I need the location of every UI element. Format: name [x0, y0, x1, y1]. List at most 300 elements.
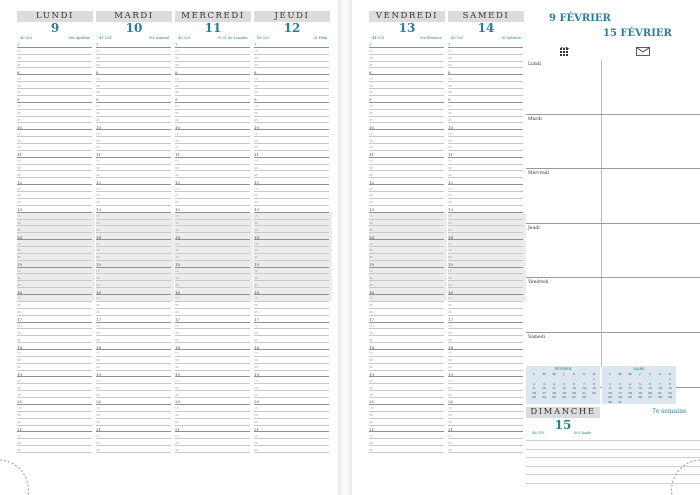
mini-calendar-day[interactable]: 26 — [638, 395, 642, 400]
notes-day-slot[interactable] — [526, 278, 700, 333]
quarter-line — [96, 328, 171, 329]
quarter-line — [96, 95, 171, 96]
quarter-line — [254, 150, 329, 151]
quarter-line — [369, 67, 444, 68]
quarter-label: 30 — [254, 303, 258, 308]
quarter-label: 45 — [96, 172, 100, 177]
hour-line — [448, 47, 523, 48]
mini-calendar-day[interactable]: 3 — [543, 381, 545, 386]
mini-calendar-day[interactable]: 11 — [552, 386, 556, 391]
mini-calendar-day[interactable]: 6 — [649, 381, 651, 386]
quarter-line — [175, 143, 250, 144]
hour-label: 13 — [96, 207, 102, 213]
quarter-label: 15 — [96, 159, 100, 164]
hour-line — [96, 74, 171, 75]
quarter-label: 30 — [175, 193, 179, 198]
hour-label: 16 — [175, 289, 181, 295]
quarter-label: 15 — [254, 131, 258, 136]
quarter-label: 30 — [96, 413, 100, 418]
quarter-line — [175, 308, 250, 309]
hour-label: 21 — [369, 426, 375, 432]
mini-calendar-day[interactable]: 3 — [619, 381, 621, 386]
hour-line — [254, 349, 329, 350]
mini-calendar-day[interactable]: 12 — [638, 386, 642, 391]
mini-calendar-day[interactable]: 20 — [648, 390, 652, 395]
quarter-line — [254, 370, 329, 371]
mini-calendar-day[interactable]: 6 — [573, 381, 575, 386]
mini-calendar-day[interactable]: 11 — [628, 386, 632, 391]
mini-calendar-day[interactable]: 19 — [638, 390, 642, 395]
hour-line — [369, 322, 444, 323]
quarter-label: 15 — [369, 433, 373, 438]
mini-calendar-day[interactable]: 10 — [618, 386, 622, 391]
quarter-label: 45 — [369, 117, 373, 122]
quarter-line — [254, 308, 329, 309]
day-date: 11 — [204, 21, 222, 35]
mini-calendar-day[interactable]: 13 — [572, 386, 576, 391]
quarter-label: 15 — [17, 378, 21, 383]
mini-calendar-day[interactable]: 4 — [629, 381, 631, 386]
hour-line — [96, 322, 171, 323]
time-grid[interactable] — [254, 41, 332, 453]
quarter-line — [96, 383, 171, 384]
hour-label: 13 — [175, 207, 181, 213]
mini-calendar-day[interactable]: 2 — [609, 381, 611, 386]
time-grid[interactable] — [175, 41, 253, 453]
quarter-label: 45 — [17, 62, 21, 67]
weekday-letter: V — [648, 372, 652, 376]
quarter-line — [175, 61, 250, 62]
quarter-line — [254, 356, 329, 357]
quarter-label: 30 — [96, 56, 100, 61]
quarter-label: 30 — [175, 138, 179, 143]
quarter-line — [175, 315, 250, 316]
sunday-write-line[interactable] — [526, 440, 700, 441]
quarter-label: 45 — [448, 420, 452, 425]
mini-calendar-day[interactable]: 25 — [552, 395, 556, 400]
mini-calendar-day[interactable]: 28 — [658, 395, 662, 400]
quarter-label: 30 — [17, 330, 21, 335]
mini-calendar-day[interactable]: 24 — [618, 395, 622, 400]
mini-calendar-day[interactable]: 20 — [572, 390, 576, 395]
mini-calendar-day[interactable]: 15 — [592, 386, 596, 391]
quarter-line — [448, 342, 523, 343]
quarter-label: 45 — [96, 310, 100, 315]
mini-calendar-day[interactable]: 10 — [542, 386, 546, 391]
hour-label: 8 — [254, 69, 257, 75]
hour-line — [175, 267, 250, 268]
mini-calendar-day[interactable]: 4 — [553, 381, 555, 386]
quarter-label: 30 — [254, 330, 258, 335]
mini-calendar-day[interactable]: 22 — [668, 390, 672, 395]
quarter-line — [175, 225, 250, 226]
quarter-line — [254, 342, 329, 343]
quarter-label: 30 — [254, 385, 258, 390]
quarter-line — [96, 164, 171, 165]
quarter-line — [175, 287, 250, 288]
quarter-label: 30 — [96, 330, 100, 335]
quarter-line — [96, 335, 171, 336]
mini-calendar-day[interactable]: 16 — [608, 390, 612, 395]
hour-label: 20 — [17, 399, 23, 405]
quarter-label: 30 — [254, 248, 258, 253]
quarter-line — [448, 225, 523, 226]
quarter-label: 45 — [175, 392, 179, 397]
hour-label: 17 — [254, 317, 260, 323]
hour-line — [448, 349, 523, 350]
quarter-line — [17, 397, 92, 398]
quarter-label: 45 — [254, 282, 258, 287]
quarter-line — [254, 225, 329, 226]
day-column — [17, 11, 93, 43]
mini-calendar-day[interactable]: 17 — [618, 390, 622, 395]
quarter-line — [96, 390, 171, 391]
time-grid[interactable] — [96, 41, 174, 453]
quarter-label: 15 — [254, 406, 258, 411]
quarter-line — [96, 246, 171, 247]
quarter-label: 30 — [448, 440, 452, 445]
quarter-line — [254, 390, 329, 391]
hour-line — [369, 267, 444, 268]
mini-calendar-day[interactable]: 14 — [658, 386, 662, 391]
weekday-letter: S — [582, 372, 586, 376]
hour-line — [175, 157, 250, 158]
quarter-line — [175, 219, 250, 220]
quarter-line — [17, 88, 92, 89]
time-grid[interactable] — [369, 41, 447, 453]
hour-label: 8 — [96, 69, 99, 75]
quarter-label: 15 — [17, 214, 21, 219]
quarter-label: 45 — [96, 200, 100, 205]
quarter-line — [369, 164, 444, 165]
quarter-line — [448, 411, 523, 412]
quarter-label: 15 — [96, 49, 100, 54]
quarter-label: 15 — [175, 76, 179, 81]
hour-label: 20 — [369, 399, 375, 405]
quarter-label: 15 — [175, 49, 179, 54]
saint-name: Ste Apolline — [68, 36, 90, 40]
quarter-line — [254, 246, 329, 247]
quarter-line — [17, 356, 92, 357]
day-date: 9 — [50, 21, 60, 35]
hour-line — [96, 212, 171, 213]
mini-calendar-day[interactable]: 25 — [628, 395, 632, 400]
quarter-line — [369, 363, 444, 364]
quarter-label: 15 — [17, 323, 21, 328]
quarter-label: 15 — [17, 351, 21, 356]
quarter-label: 45 — [369, 200, 373, 205]
quarter-label: 15 — [448, 49, 452, 54]
hour-label: 9 — [17, 97, 20, 103]
quarter-label: 45 — [96, 282, 100, 287]
day-name: MERCREDI — [175, 11, 251, 22]
quarter-line — [369, 232, 444, 233]
quarter-line — [448, 308, 523, 309]
quarter-label: 30 — [96, 193, 100, 198]
hour-line — [96, 267, 171, 268]
quarter-line — [175, 109, 250, 110]
quarter-label: 30 — [175, 358, 179, 363]
quarter-label: 15 — [448, 433, 452, 438]
day-column — [96, 11, 172, 43]
quarter-label: 30 — [369, 56, 373, 61]
hour-label: 19 — [254, 371, 260, 377]
quarter-line — [369, 191, 444, 192]
quarter-line — [448, 122, 523, 123]
quarter-label: 30 — [96, 111, 100, 116]
hour-line — [254, 157, 329, 158]
mini-calendar-day[interactable]: 27 — [572, 395, 576, 400]
hour-label: 14 — [96, 234, 102, 240]
hour-label: 17 — [17, 317, 23, 323]
hour-label: 15 — [369, 262, 375, 268]
quarter-line — [175, 198, 250, 199]
quarter-label: 15 — [254, 104, 258, 109]
time-grid[interactable] — [448, 41, 526, 453]
quarter-label: 15 — [175, 406, 179, 411]
quarter-line — [175, 260, 250, 261]
quarter-line — [17, 116, 92, 117]
hour-label: 14 — [448, 234, 454, 240]
quarter-label: 45 — [17, 282, 21, 287]
quarter-label: 15 — [369, 241, 373, 246]
sunday-write-line[interactable] — [526, 449, 700, 450]
day-date: 13 — [398, 21, 416, 35]
mini-calendar-day[interactable]: 18 — [552, 390, 556, 395]
mini-calendar-day[interactable]: 23 — [608, 395, 612, 400]
quarter-line — [254, 54, 329, 55]
mini-calendar-day[interactable]: 28 — [582, 395, 586, 400]
weekday-letter: D — [592, 372, 596, 376]
quarter-label: 15 — [369, 296, 373, 301]
mini-calendar-day[interactable]: 18 — [628, 390, 632, 395]
notes-day-slot[interactable] — [526, 224, 700, 279]
hour-line — [175, 349, 250, 350]
time-grid[interactable] — [17, 41, 95, 453]
mini-calendar-day[interactable]: 8 — [593, 381, 595, 386]
hour-line — [17, 404, 92, 405]
quarter-label: 15 — [17, 241, 21, 246]
quarter-line — [369, 397, 444, 398]
hour-label: 9 — [369, 97, 372, 103]
quarter-line — [17, 390, 92, 391]
quarter-line — [448, 205, 523, 206]
notes-day-slot[interactable] — [526, 60, 700, 115]
quarter-line — [175, 390, 250, 391]
hour-line — [369, 294, 444, 295]
quarter-label: 30 — [175, 248, 179, 253]
quarter-line — [96, 232, 171, 233]
hour-label: 19 — [96, 371, 102, 377]
quarter-label: 15 — [254, 214, 258, 219]
quarter-label: 30 — [369, 440, 373, 445]
quarter-label: 30 — [175, 413, 179, 418]
quarter-label: 45 — [96, 392, 100, 397]
quarter-label: 15 — [175, 131, 179, 136]
mini-calendar-day[interactable]: 14 — [582, 386, 586, 391]
hour-line — [175, 239, 250, 240]
mini-calendar-day[interactable]: 21 — [658, 390, 662, 395]
mini-calendar-day[interactable]: 9 — [533, 386, 535, 391]
mini-calendar-day[interactable]: 29 — [668, 395, 672, 400]
quarter-label: 15 — [448, 268, 452, 273]
quarter-label: 30 — [448, 83, 452, 88]
day-of-year: 40-325 — [20, 36, 33, 40]
quarter-label: 15 — [96, 186, 100, 191]
quarter-label: 15 — [175, 186, 179, 191]
quarter-label: 15 — [96, 296, 100, 301]
quarter-line — [448, 397, 523, 398]
mini-calendar-day[interactable]: 1 — [669, 377, 671, 381]
quarter-label: 15 — [96, 378, 100, 383]
mini-calendar-week — [526, 395, 600, 400]
mini-calendar-day[interactable]: 15 — [668, 386, 672, 391]
hour-line — [96, 376, 171, 377]
quarter-label: 15 — [254, 49, 258, 54]
mini-calendar-day[interactable]: 19 — [562, 390, 566, 395]
quarter-line — [175, 363, 250, 364]
quarter-line — [254, 445, 329, 446]
quarter-line — [175, 383, 250, 384]
quarter-line — [175, 280, 250, 281]
mini-calendar-day[interactable]: 7 — [659, 381, 661, 386]
mini-calendar-day[interactable]: 7 — [583, 381, 585, 386]
mini-calendar-day[interactable]: 27 — [648, 395, 652, 400]
hour-label: 21 — [175, 426, 181, 432]
corner-ornament-right — [670, 452, 700, 495]
notes-day-slot[interactable] — [526, 115, 700, 170]
mini-calendar-day[interactable]: 16 — [532, 390, 536, 395]
mini-calendar-day[interactable]: 8 — [669, 381, 671, 386]
quarter-label: 30 — [254, 193, 258, 198]
quarter-label: 15 — [17, 104, 21, 109]
quarter-label: 30 — [369, 193, 373, 198]
quarter-label: 15 — [96, 433, 100, 438]
quarter-line — [448, 116, 523, 117]
quarter-line — [369, 425, 444, 426]
quarter-label: 30 — [17, 303, 21, 308]
quarter-label: 30 — [254, 111, 258, 116]
hour-label: 11 — [448, 152, 454, 158]
week-end-date: 15 FÉVRIER — [603, 28, 672, 39]
quarter-line — [17, 136, 92, 137]
hour-line — [448, 322, 523, 323]
quarter-label: 15 — [17, 296, 21, 301]
sunday-date: 15 — [554, 418, 572, 432]
weekday-letter: M — [542, 372, 546, 376]
quarter-label: 15 — [17, 268, 21, 273]
mini-calendar-day[interactable]: 9 — [609, 386, 611, 391]
quarter-line — [175, 445, 250, 446]
hour-label: 21 — [17, 426, 23, 432]
hour-label: 20 — [448, 399, 454, 405]
hour-line — [96, 129, 171, 130]
quarter-line — [254, 116, 329, 117]
quarter-label: 45 — [254, 447, 258, 452]
mini-calendar-day[interactable]: 5 — [639, 381, 641, 386]
quarter-line — [175, 425, 250, 426]
mini-calendar-day[interactable]: 26 — [562, 395, 566, 400]
hour-label: 12 — [96, 179, 102, 185]
quarter-label: 30 — [369, 138, 373, 143]
quarter-label: 15 — [96, 268, 100, 273]
quarter-line — [96, 315, 171, 316]
quarter-label: 45 — [448, 62, 452, 67]
hour-line — [448, 376, 523, 377]
hour-line — [175, 47, 250, 48]
mini-calendar-day[interactable]: 5 — [563, 381, 565, 386]
quarter-line — [448, 109, 523, 110]
hour-label: 17 — [369, 317, 375, 323]
hour-line — [448, 239, 523, 240]
mini-calendar-day[interactable]: 17 — [542, 390, 546, 395]
hour-line — [175, 404, 250, 405]
mini-calendar-day[interactable]: 30 — [608, 399, 612, 404]
mini-calendar-day[interactable]: 21 — [582, 390, 586, 395]
notes-day-label: Lundi — [528, 62, 542, 67]
quarter-line — [175, 67, 250, 68]
quarter-label: 45 — [254, 255, 258, 260]
quarter-label: 45 — [254, 337, 258, 342]
saint-name: Ste Béatrice — [420, 36, 442, 40]
quarter-label: 45 — [175, 420, 179, 425]
hour-label: 10 — [448, 124, 454, 130]
quarter-line — [369, 273, 444, 274]
quarter-line — [448, 198, 523, 199]
hour-line — [175, 431, 250, 432]
mini-calendar-day[interactable]: 31 — [618, 399, 622, 404]
mini-calendar-day[interactable]: 22 — [592, 390, 596, 395]
hour-line — [175, 212, 250, 213]
quarter-line — [17, 418, 92, 419]
quarter-line — [448, 232, 523, 233]
hour-line — [254, 267, 329, 268]
hour-label: 11 — [17, 152, 23, 158]
quarter-line — [254, 383, 329, 384]
quarter-line — [96, 81, 171, 82]
quarter-label: 30 — [96, 220, 100, 225]
hour-line — [448, 267, 523, 268]
quarter-line — [175, 273, 250, 274]
quarter-label: 30 — [254, 275, 258, 280]
mini-calendar-day[interactable]: 2 — [533, 381, 535, 386]
mini-calendar-day[interactable]: 23 — [532, 395, 536, 400]
quarter-label: 30 — [96, 440, 100, 445]
quarter-label: 45 — [254, 200, 258, 205]
notes-day-slot[interactable] — [526, 169, 700, 224]
hour-line — [17, 322, 92, 323]
mini-calendar-day[interactable]: 12 — [562, 386, 566, 391]
hour-line — [448, 212, 523, 213]
day-date: 14 — [477, 21, 495, 35]
mini-calendar-day[interactable]: 24 — [542, 395, 546, 400]
quarter-line — [17, 342, 92, 343]
quarter-line — [96, 370, 171, 371]
quarter-label: 45 — [369, 310, 373, 315]
quarter-label: 30 — [175, 440, 179, 445]
hour-label: 21 — [254, 426, 260, 432]
quarter-line — [448, 328, 523, 329]
quarter-line — [369, 287, 444, 288]
quarter-line — [96, 342, 171, 343]
mini-calendar-day[interactable]: 1 — [593, 377, 595, 381]
quarter-line — [175, 116, 250, 117]
mini-calendar-day[interactable]: 13 — [648, 386, 652, 391]
quarter-line — [175, 54, 250, 55]
quarter-label: 15 — [254, 76, 258, 81]
quarter-label: 45 — [254, 62, 258, 67]
quarter-label: 30 — [369, 83, 373, 88]
